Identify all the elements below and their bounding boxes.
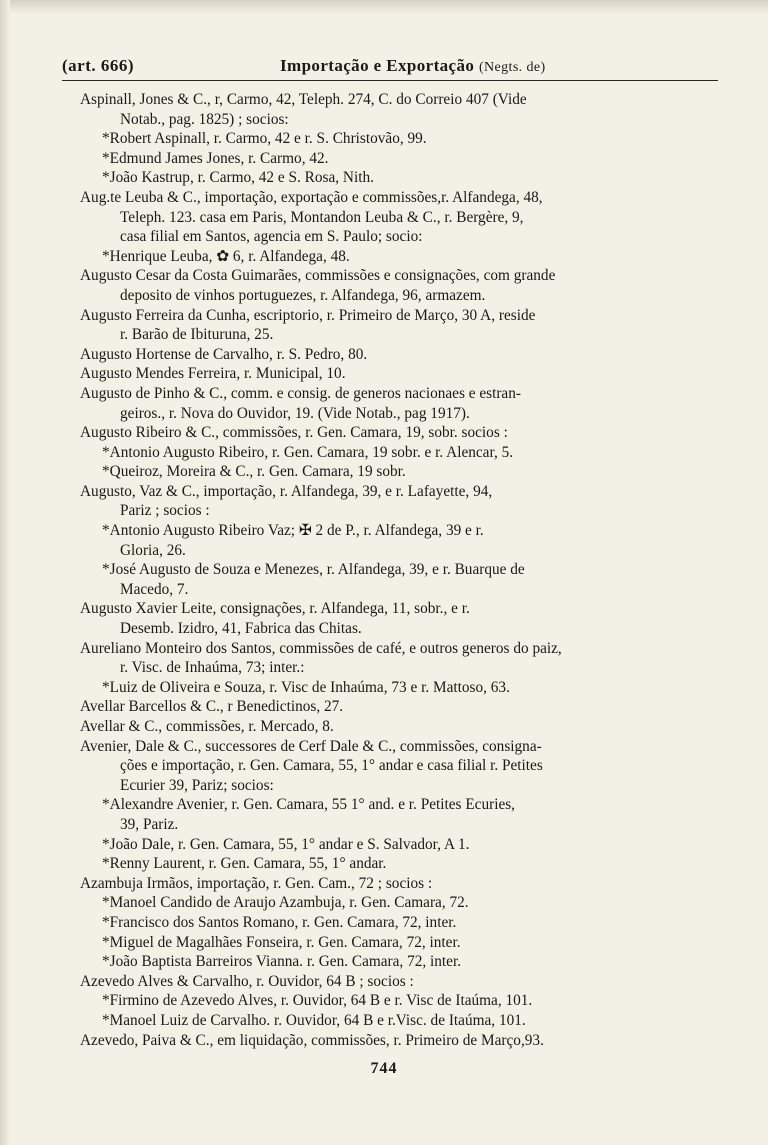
entry-line: Aureliano Monteiro dos Santos, commissões de café, e outros generos do paiz, <box>80 639 562 657</box>
running-title-sub: (Negts. de) <box>478 60 546 75</box>
continuation-line: Pariz ; socios : <box>120 502 210 520</box>
continuation-line: casa filial em Santos, agencia em S. Paulo; socio: <box>120 228 423 246</box>
entry-line: Azevedo, Paiva & C., em liquidação, commissões, r. Primeiro de Março,93. <box>80 1031 544 1049</box>
entry-line: Augusto Mendes Ferreira, r. Municipal, 10. <box>80 365 346 383</box>
partner-line: *Renny Laurent, r. Gen. Camara, 55, 1° andar. <box>102 855 387 873</box>
running-title <box>280 56 546 76</box>
entry-line: Augusto Xavier Leite, consignações, r. Alfandega, 11, sobr., e r. <box>80 600 470 618</box>
entry-line: Augusto Ribeiro & C., commissões, r. Gen. Camara, 19, sobr. socios : <box>80 424 508 442</box>
continuation-line: Macedo, 7. <box>120 580 189 598</box>
entry-line: Azambuja Irmãos, importação, r. Gen. Cam., 72 ; socios : <box>80 874 433 892</box>
partner-line: *Manoel Luiz de Carvalho. r. Ouvidor, 64 B e r.Visc. de Itaúma, 101. <box>102 1011 526 1029</box>
partner-line: *João Baptista Barreiros Vianna. r. Gen. Camara, 72, inter. <box>102 953 462 971</box>
continuation-line: Gloria, 26. <box>120 541 186 559</box>
partner-line: *João Dale, r. Gen. Camara, 55, 1° andar e S. Salvador, A 1. <box>102 835 470 853</box>
partner-line: *Luiz de Oliveira e Souza, r. Visc de Inhaúma, 73 e r. Mattoso, 63. <box>102 678 510 696</box>
header-rule <box>62 80 718 81</box>
partner-line: *Firmino de Azevedo Alves, r. Ouvidor, 64 B e r. Visc de Itaúma, 101. <box>102 992 533 1010</box>
entry-line: Aug.te Leuba & C., importação, exportação e commissões,r. Alfandega, 48, <box>80 188 543 206</box>
continuation-line: deposito de vinhos portuguezes, r. Alfandega, 96, armazem. <box>120 286 486 304</box>
continuation-line: r. Visc. de Inhaúma, 73; inter.: <box>120 659 305 677</box>
continuation-line: Notab., pag. 1825) ; socios: <box>120 110 289 128</box>
page-number: 744 <box>370 1060 398 1077</box>
entry-line: Avellar & C., commissões, r. Mercado, 8. <box>80 718 334 735</box>
entry-line: Avellar Barcellos & C., r Benedictinos, 27. <box>80 698 344 716</box>
article-number: (art. 666) <box>62 56 135 75</box>
continuation-line: r. Barão de Ibituruna, 25. <box>120 326 274 344</box>
partner-line: *José Augusto de Souza e Menezes, r. Alfandega, 39, e r. Buarque de <box>102 561 525 579</box>
partner-line: *Queiroz, Moreira & C., r. Gen. Camara, 19 sobr. <box>102 463 406 481</box>
partner-line: *Manoel Candido de Araujo Azambuja, r. Gen. Camara, 72. <box>102 894 469 912</box>
entry-line: Augusto Hortense de Carvalho, r. S. Pedro, 80. <box>80 345 368 363</box>
partner-line: *Antonio Augusto Ribeiro Vaz; ✠ 2 de P., r. Alfandega, 39 e r. <box>102 522 484 540</box>
partner-line: *Edmund James Jones, r. Carmo, 42. <box>102 149 329 167</box>
continuation-line: Desemb. Izidro, 41, Fabrica das Chitas. <box>120 620 362 638</box>
page-header <box>62 52 712 82</box>
continuation-line: ções e importação, r. Gen. Camara, 55, 1° andar e casa filial r. Petites <box>120 757 543 775</box>
continuation-line: Teleph. 123. casa em Paris, Montandon Leuba & C., r. Bergère, 9, <box>120 208 524 226</box>
partner-line: *Francisco dos Santos Romano, r. Gen. Camara, 72, inter. <box>102 913 457 931</box>
partner-line: *Henrique Leuba, ✿ 6, r. Alfandega, 48. <box>102 247 350 265</box>
page-top-edge <box>0 0 768 14</box>
entry-line: Augusto Cesar da Costa Guimarães, commissões e consignações, com grande <box>80 267 556 285</box>
running-title-main: Importação e Exportação <box>280 56 475 75</box>
entry-line: Aspinall, Jones & C., r, Carmo, 42, Teleph. 274, C. do Correio 407 (Vide <box>80 91 527 108</box>
page-left-edge <box>0 0 10 1145</box>
partner-line: *Antonio Augusto Ribeiro, r. Gen. Camara, 19 sobr. e r. Alencar, 5. <box>102 443 514 461</box>
entry-line: Azevedo Alves & Carvalho, r. Ouvidor, 64 B ; socios : <box>80 972 414 990</box>
continuation-line: Ecurier 39, Pariz; socios: <box>120 776 274 794</box>
continuation-line: 39, Pariz. <box>120 815 179 833</box>
entry-line: Avenier, Dale & C., successores de Cerf Dale & C., commissões, consigna- <box>80 737 542 755</box>
entry-line: Augusto, Vaz & C., importação, r. Alfandega, 39, e r. Lafayette, 94, <box>80 482 493 500</box>
partner-line: *Alexandre Avenier, r. Gen. Camara, 55 1° and. e r. Petites Ecuries, <box>102 796 516 814</box>
partner-line: *Robert Aspinall, r. Carmo, 42 e r. S. Christovão, 99. <box>102 130 427 148</box>
directory-listing <box>80 90 714 1050</box>
continuation-line: geiros., r. Nova do Ouvidor, 19. (Vide Notab., pag 1917). <box>120 404 470 422</box>
partner-line: *João Kastrup, r. Carmo, 42 e S. Rosa, Nith. <box>102 169 374 187</box>
partner-line: *Miguel de Magalhães Fonseira, r. Gen. Camara, 72, inter. <box>102 933 461 951</box>
entry-line: Augusto Ferreira da Cunha, escriptorio, r. Primeiro de Março, 30 A, reside <box>80 306 536 324</box>
entry-line: Augusto de Pinho & C., comm. e consig. de generos nacionaes e estran- <box>80 384 521 402</box>
